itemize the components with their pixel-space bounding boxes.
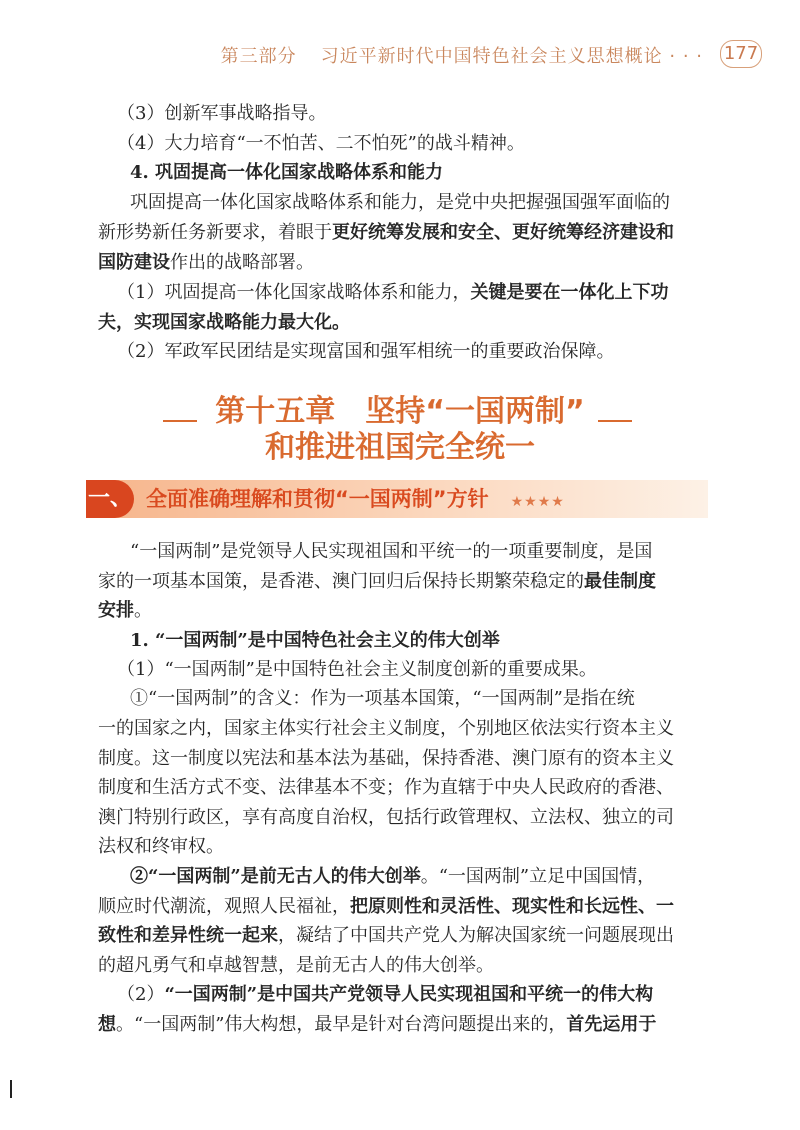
text-run: 顺应时代潮流，观照人民福祉， <box>98 896 350 917</box>
paragraph-line: 夫，实现国家战略能力最大化。 <box>98 312 350 333</box>
text-run: 。“一国两制”立足中国国情， <box>420 866 656 887</box>
emphasis: 关键是要在一体化上下功 <box>470 282 669 303</box>
paragraph: （4）大力培育“一不怕苦、二不怕死”的战斗精神。 <box>117 133 525 154</box>
paragraph: （2）军政军民团结是实现富国和强军相统一的重要政治保障。 <box>117 341 615 362</box>
emphasis: 致性和差异性统一起来 <box>98 925 278 946</box>
paragraph-line: 的超凡勇气和卓越智慧，是前无古人的伟大创举。 <box>98 955 494 976</box>
text-run: 。 <box>134 600 152 621</box>
emphasis: “一国两制”是中国共产党领导人民实现祖国和平统一的伟大构 <box>164 984 654 1005</box>
paragraph-line <box>98 600 152 622</box>
text-run: 新形势新任务新要求，着眼于 <box>98 222 332 243</box>
paragraph-line: 制度。这一制度以宪法和基本法为基础，保持香港、澳门原有的资本主义 <box>98 748 674 769</box>
text-run: ，凝结了中国共产党人为解决国家统一问题展现出 <box>278 925 674 946</box>
emphasis: 把原则性和灵活性、现实性和长远性、一 <box>350 896 674 917</box>
paragraph-line: 巩固提高一体化国家战略体系和能力，是党中央把握强国强军面临的 <box>130 192 670 213</box>
emphasis: 更好统筹发展和安全、更好统筹经济建设和 <box>332 222 674 243</box>
header-part: 第三部分 <box>220 46 297 67</box>
text-run: （1）巩固提高一体化国家战略体系和能力， <box>117 282 471 303</box>
header-title: 习近平新时代中国特色社会主义思想概论 · · · <box>320 46 703 67</box>
paragraph-line <box>98 222 674 244</box>
paragraph-line <box>98 571 656 593</box>
paragraph-line <box>98 925 674 947</box>
section-title <box>146 484 565 517</box>
paragraph-line: ①“一国两制”的含义：作为一项基本国策，“一国两制”是指在统 <box>130 688 635 709</box>
page-number: 177 <box>720 40 762 68</box>
emphasis: 国防建设 <box>98 252 170 273</box>
scan-edge-mark <box>10 1080 12 1098</box>
text-run: （2） <box>117 984 165 1005</box>
emphasis: 安排 <box>98 600 134 621</box>
header-text <box>221 42 703 68</box>
star-rating-icon: ★★★★ <box>510 494 565 510</box>
text-run: 。“一国两制”伟大构想，最早是针对台湾问题提出来的， <box>116 1014 567 1035</box>
paragraph-line <box>117 282 668 304</box>
paragraph-line: “一国两制”是党领导人民实现祖国和平统一的一项重要制度，是国 <box>130 541 653 562</box>
chapter-title-line2: 和推进祖国完全统一 <box>265 430 535 465</box>
paragraph: （1）“一国两制”是中国特色社会主义制度创新的重要成果。 <box>117 659 597 680</box>
chapter-title-line1: 第十五章 坚持“一国两制” <box>215 394 585 429</box>
paragraph-line <box>98 252 314 274</box>
text-run: 家的一项基本国策，是香港、澳门回归后保持长期繁荣稳定的 <box>98 571 584 592</box>
paragraph-line: 法权和终审权。 <box>98 836 224 857</box>
section-title-text: 全面准确理解和贯彻“一国两制”方针 <box>146 487 489 511</box>
emphasis: ②“一国两制”是前无古人的伟大创举 <box>130 866 421 887</box>
emphasis: 想 <box>98 1014 116 1035</box>
section-number-badge: 一、 <box>86 480 134 518</box>
emphasis: 最佳制度 <box>584 571 656 592</box>
paragraph-line: 一的国家之内，国家主体实行社会主义制度，个别地区依法实行资本主义 <box>98 718 674 739</box>
subheading: 4. 巩固提高一体化国家战略体系和能力 <box>130 162 444 183</box>
text-run: 作出的战略部署。 <box>170 252 314 273</box>
paragraph-line <box>98 896 674 918</box>
paragraph-line: 制度和生活方式不变、法律基本不变；作为直辖于中央人民政府的香港、 <box>98 777 674 798</box>
running-header <box>0 40 800 70</box>
paragraph: （3）创新军事战略指导。 <box>117 103 327 124</box>
paragraph-line <box>98 1014 656 1036</box>
paragraph-line <box>117 984 653 1006</box>
paragraph-line: 澳门特别行政区，享有高度自治权，包括行政管理权、立法权、独立的司 <box>98 807 674 828</box>
paragraph-line <box>130 866 655 888</box>
subheading: 1. “一国两制”是中国特色社会主义的伟大创举 <box>130 630 500 651</box>
emphasis: 首先运用于 <box>566 1014 657 1035</box>
